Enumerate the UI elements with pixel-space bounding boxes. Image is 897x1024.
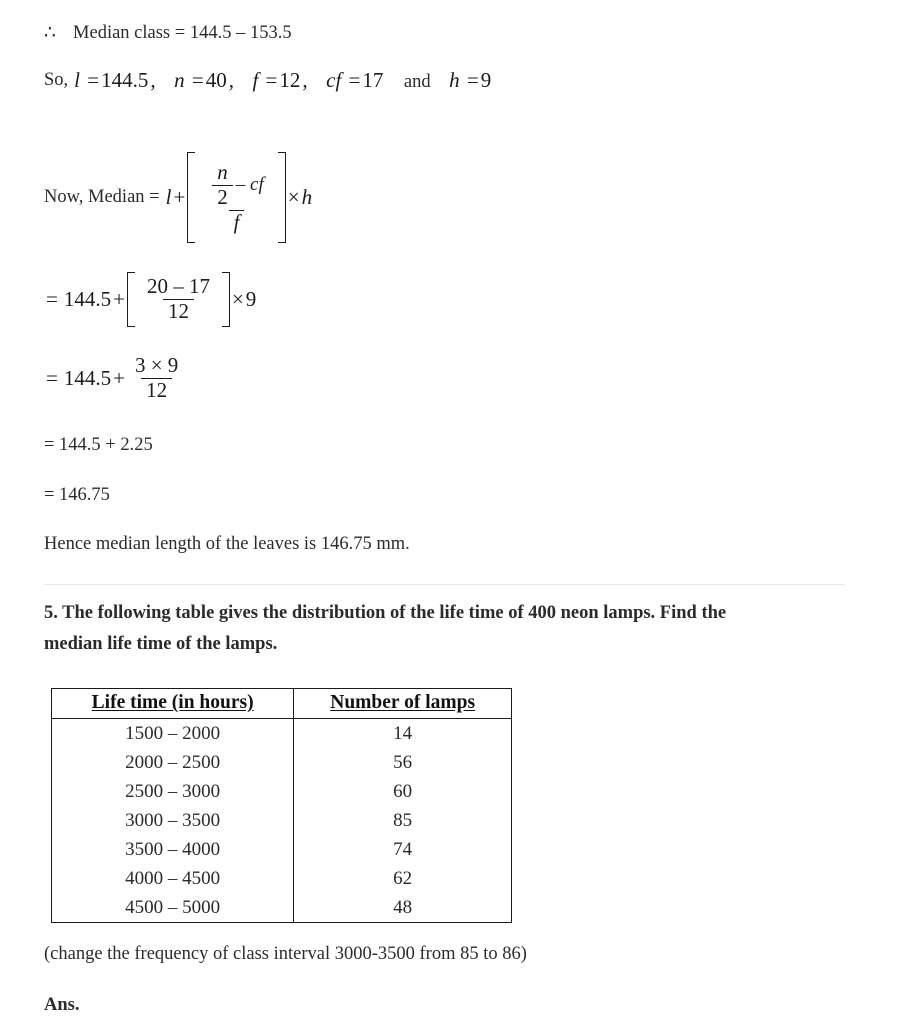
table-cell-interval: 2000 – 2500 (52, 748, 294, 777)
table-cell-count: 74 (393, 838, 413, 860)
conclusion-line: Hence median length of the leaves is 146.75 mm. (44, 534, 410, 554)
step1-base: 144.5 (63, 286, 112, 311)
step-3: = 144.5 + 2.25 (44, 435, 153, 455)
formula-bracket (187, 152, 285, 243)
formula-n: n (217, 160, 228, 184)
given-values-prefix: So, (44, 70, 69, 90)
table-cell-interval: 4000 – 4500 (52, 864, 294, 893)
table-row (52, 806, 512, 835)
value-l: 144.5 (101, 68, 149, 92)
step2-base: 144.5 (63, 365, 112, 390)
formula-times: × (287, 185, 300, 210)
step1-bracket (127, 272, 230, 327)
step-2 (44, 355, 186, 402)
answer-label: Ans. (44, 995, 80, 1015)
value-f: 12 (279, 68, 301, 92)
step-4: = 146.75 (44, 485, 110, 505)
table-cell-interval: 2500 – 3000 (52, 777, 294, 806)
symbol-l: l (74, 68, 81, 92)
lifetime-distribution-table (51, 688, 512, 923)
table-cell-count: 56 (393, 751, 413, 773)
step2-equals: = (46, 365, 58, 390)
median-class-line (44, 22, 292, 44)
table-row (52, 893, 512, 923)
section-divider (44, 584, 845, 585)
symbol-h: h (449, 68, 460, 92)
table-row (52, 835, 512, 864)
table-cell-interval: 4500 – 5000 (52, 893, 294, 923)
table-cell-count: 14 (393, 722, 413, 744)
median-formula-label: Now, Median = (44, 187, 160, 208)
step2-numerator: 3 × 9 (134, 353, 179, 377)
table-header-row (52, 689, 512, 719)
frequency-change-note: (change the frequency of class interval 3000-3500 from 85 to 86) (44, 944, 527, 964)
value-cf: 17 (362, 68, 384, 92)
given-values-conjunction: and (403, 72, 431, 92)
table-row (52, 777, 512, 806)
step2-denominator: 12 (141, 378, 172, 402)
formula-plus: + (173, 185, 186, 210)
median-class-text: Median class = 144.5 – 153.5 (73, 23, 292, 43)
step1-fraction (142, 276, 215, 323)
step2-plus: + (113, 365, 125, 390)
given-values-line: So, l =144.5, n =40, f =12, cf =17 and h =9 (44, 68, 492, 92)
value-n: 40 (205, 68, 227, 92)
symbol-f: f (252, 68, 259, 92)
table-cell-interval: 3500 – 4000 (52, 835, 294, 864)
step1-times: × (231, 286, 244, 311)
question-line-1: 5. The following table gives the distribution of the life time of 400 neon lamps. Find the (44, 603, 727, 623)
value-h: 9 (480, 68, 492, 92)
table-header-lamps: Number of lamps (294, 689, 512, 719)
formula-h: h (301, 185, 313, 210)
step1-equals: = (46, 286, 58, 311)
step-1 (44, 272, 256, 327)
formula-two: 2 (212, 185, 233, 209)
therefore-icon: ∴ (44, 23, 56, 43)
table-row (52, 748, 512, 777)
symbol-cf: cf (326, 68, 342, 92)
step2-fraction (130, 355, 183, 402)
question-line-2: median life time of the lamps. (44, 634, 278, 654)
table-row (52, 864, 512, 893)
formula-f: f (229, 210, 245, 234)
median-formula (44, 152, 312, 243)
formula-base-symbol: l (165, 185, 172, 210)
formula-minus-cf: – cf (235, 174, 264, 196)
formula-outer-fraction (204, 162, 268, 233)
step1-denominator: 12 (163, 299, 194, 323)
table-row (52, 719, 512, 749)
table-cell-interval: 3000 – 3500 (52, 806, 294, 835)
table-cell-count: 62 (393, 867, 413, 889)
symbol-n: n (174, 68, 185, 92)
step1-numerator: 20 – 17 (146, 274, 210, 298)
table-cell-count: 48 (393, 896, 413, 918)
table-cell-count: 85 (393, 809, 413, 831)
step1-multiplier: 9 (245, 286, 257, 311)
table-cell-count: 60 (393, 780, 413, 802)
step1-plus: + (113, 286, 125, 311)
table-cell-interval: 1500 – 2000 (52, 719, 294, 749)
table-header-lifetime: Life time (in hours) (52, 689, 294, 719)
formula-inner-fraction (212, 162, 233, 209)
